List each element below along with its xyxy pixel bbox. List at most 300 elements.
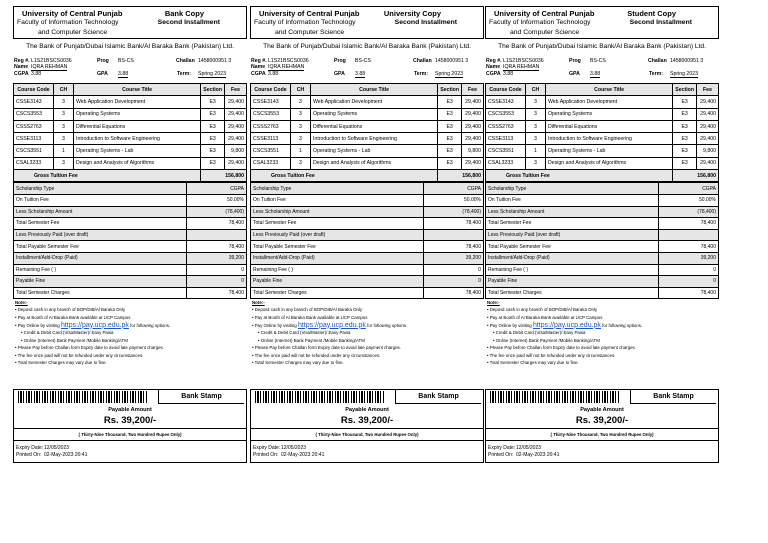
course-title: Design and Analysis of Algorithms xyxy=(546,157,673,169)
fee-row xyxy=(251,229,484,241)
course-row xyxy=(251,120,484,132)
fee-value: 78,400 xyxy=(187,287,247,299)
course-row xyxy=(251,133,484,145)
fee-row xyxy=(251,218,484,230)
course-fee: 29,400 xyxy=(697,133,719,145)
course-code: CSSE3113 xyxy=(486,133,526,145)
expiry-label: Expiry Date: xyxy=(488,445,516,452)
faculty-line-2: and Computer Science xyxy=(275,29,345,36)
course-ch: 3 xyxy=(291,133,311,145)
gross-tuition-value: 156,800 xyxy=(673,170,719,182)
fee-value xyxy=(424,229,484,241)
course-row xyxy=(486,157,719,169)
fee-row xyxy=(251,241,484,253)
course-title: Differential Equations xyxy=(74,120,201,132)
note-line: • The fee once paid will not be refunded under any circumstances. xyxy=(487,352,616,358)
bank-stamp-label: Bank Stamp xyxy=(158,390,244,404)
challan-label: Challan xyxy=(648,58,667,64)
course-code-header: Course Code xyxy=(14,84,54,96)
course-title-header: Course Title xyxy=(74,84,201,96)
amount-in-words: ( Thirty-Nine Thousand, Two Hundred Rupee Only) xyxy=(14,428,246,441)
notes-section xyxy=(485,299,719,389)
reg-value: L1S21BSCS0036 xyxy=(268,58,309,64)
cgpa-label: CGPA xyxy=(14,71,29,77)
fee-label: Payable Fine xyxy=(14,276,187,288)
fee-value: 0 xyxy=(187,264,247,276)
barcode xyxy=(18,391,148,403)
course-title: Operating Systems - Lab xyxy=(546,145,673,157)
course-row xyxy=(486,133,719,145)
course-fee: 29,400 xyxy=(225,120,247,132)
fee-value: CGPA xyxy=(187,183,247,195)
fee-row xyxy=(486,241,719,253)
course-title: Design and Analysis of Algorithms xyxy=(311,157,438,169)
course-code: CSSS2763 xyxy=(486,120,526,132)
fee-row xyxy=(251,194,484,206)
fee-row xyxy=(14,252,247,264)
course-title: Web Application Development xyxy=(74,96,201,108)
fee-row xyxy=(14,183,247,195)
fee-summary-table xyxy=(13,182,247,299)
course-ch: 3 xyxy=(54,133,74,145)
note-line: • Online (Internet) Bank Payment /Mobile Banking/ATM xyxy=(21,337,128,343)
fee-label: Installment/Add-Drop (Paid) xyxy=(14,252,187,264)
payment-link[interactable]: https://pay.ucp.edu.pk xyxy=(532,321,601,329)
fee-row xyxy=(14,241,247,253)
course-title: Differential Equations xyxy=(546,120,673,132)
course-title: Design and Analysis of Algorithms xyxy=(74,157,201,169)
fee-header: Fee xyxy=(225,84,247,96)
course-ch: 3 xyxy=(54,157,74,169)
course-fee: 29,400 xyxy=(225,133,247,145)
course-section: E3 xyxy=(673,120,697,132)
term-label: Term: xyxy=(177,71,192,77)
course-section: E3 xyxy=(201,108,225,120)
reg-value: L1S21BSCS0036 xyxy=(503,58,544,64)
copy-type: University Copy xyxy=(383,9,441,18)
course-ch: 3 xyxy=(526,108,546,120)
course-fee: 29,400 xyxy=(697,120,719,132)
payable-amount-value: Rs. 39,200/- xyxy=(575,415,629,427)
fee-label: Less Previously Paid (over draft) xyxy=(486,229,659,241)
course-row xyxy=(251,145,484,157)
expiry-label: Expiry Date: xyxy=(16,445,44,452)
bank-name: The Bank of Punjab/Dubai Islamic Bank/Al Baraka Bank (Pakistan) Ltd. xyxy=(263,43,471,50)
course-fee: 29,400 xyxy=(462,133,484,145)
fee-label: Total Payable Semester Fee xyxy=(486,241,659,253)
note-line: • Pay Online by visiting https://pay.ucp.edu.pk for following options. xyxy=(252,321,408,329)
course-code: CSSE3143 xyxy=(486,96,526,108)
challan-copy-0 xyxy=(13,6,247,538)
fee-label: Total Semester Charges xyxy=(486,287,659,299)
fee-row xyxy=(486,229,719,241)
course-fee: 29,400 xyxy=(697,108,719,120)
course-fee: 29,400 xyxy=(462,108,484,120)
faculty-line-2: and Computer Science xyxy=(38,29,108,36)
fee-value: 50.00% xyxy=(659,194,719,206)
note-line: • The fee once paid will not be refunded under any circumstances. xyxy=(15,352,144,358)
note-line: • Please Pay before Challan form Expiry date to avoid late payment charges. xyxy=(15,345,164,351)
prog-label: Prog xyxy=(97,58,109,64)
course-fee: 29,400 xyxy=(225,96,247,108)
fee-row xyxy=(251,276,484,288)
fee-row xyxy=(14,229,247,241)
course-section: E3 xyxy=(201,120,225,132)
fee-label: Remaining Fee ( ) xyxy=(486,264,659,276)
note-line: • Credit & Debit Card (Visa/Master)/ Easy Paisa xyxy=(21,330,114,336)
course-section: E3 xyxy=(438,108,462,120)
fee-summary-table xyxy=(250,182,484,299)
name-value: IQRA REHMAN xyxy=(268,64,305,70)
cgpa-value: 3.88 xyxy=(268,71,279,77)
course-code: CSSE3143 xyxy=(251,96,291,108)
notes-title: Note:- xyxy=(487,300,500,306)
payment-section xyxy=(485,389,719,463)
fee-row xyxy=(251,287,484,299)
gpa-label: GPA xyxy=(97,71,108,77)
payable-amount-value: Rs. 39,200/- xyxy=(103,415,157,427)
fee-label: Installment/Add-Drop (Paid) xyxy=(486,252,659,264)
course-title: Introduction to Software Engineering xyxy=(74,133,201,145)
course-title: Operating Systems - Lab xyxy=(311,145,438,157)
section-header: Section xyxy=(438,84,462,96)
note-line: • Deposit cash in any branch of BOP/DIB/Al Baraka Only xyxy=(252,307,363,313)
course-row xyxy=(486,120,719,132)
name-label: Name xyxy=(486,64,501,70)
course-fee: 29,400 xyxy=(462,157,484,169)
fee-row xyxy=(251,264,484,276)
fee-label: Less Scholarship Amount xyxy=(486,206,659,218)
section-header: Section xyxy=(673,84,697,96)
challan-header xyxy=(250,6,484,39)
gross-tuition-label: Gross Tuition Fee xyxy=(486,170,673,182)
course-title: Introduction to Software Engineering xyxy=(546,133,673,145)
course-code-header: Course Code xyxy=(251,84,291,96)
fee-row xyxy=(486,287,719,299)
term-value: Spring 2023 xyxy=(198,71,226,77)
course-title: Operating Systems xyxy=(546,108,673,120)
fee-label: Total Semester Fee xyxy=(251,218,424,230)
installment-label: Second Installment xyxy=(394,19,457,26)
fee-label: Less Scholarship Amount xyxy=(14,206,187,218)
course-section: E3 xyxy=(201,96,225,108)
course-ch: 1 xyxy=(54,145,74,157)
fee-value: 78,400 xyxy=(187,218,247,230)
barcode xyxy=(255,391,385,403)
course-code: CSCS3551 xyxy=(486,145,526,157)
fee-value: 78,400 xyxy=(424,287,484,299)
course-ch: 3 xyxy=(526,157,546,169)
course-title: Operating Systems - Lab xyxy=(74,145,201,157)
ch-header: CH xyxy=(526,84,546,96)
gpa-value: 3.88 xyxy=(118,71,129,77)
course-ch: 3 xyxy=(526,120,546,132)
challan-value: 1458000951 3 xyxy=(670,58,704,64)
bank-name: The Bank of Punjab/Dubai Islamic Bank/Al Baraka Bank (Pakistan) Ltd. xyxy=(498,43,706,50)
faculty-line-2: and Computer Science xyxy=(510,29,580,36)
fee-label: Payable Fine xyxy=(251,276,424,288)
course-row xyxy=(486,108,719,120)
course-section: E3 xyxy=(438,96,462,108)
fee-row xyxy=(14,276,247,288)
fee-value: CGPA xyxy=(424,183,484,195)
challan-header xyxy=(485,6,719,39)
notes-section xyxy=(13,299,247,389)
prog-value: BS-CS xyxy=(590,58,606,64)
fee-label: Total Semester Charges xyxy=(251,287,424,299)
fee-value: 0 xyxy=(659,264,719,276)
cgpa-label: CGPA xyxy=(251,71,266,77)
section-header: Section xyxy=(201,84,225,96)
fee-row xyxy=(486,252,719,264)
note-line: • Total Semester Charges may vary due to fine. xyxy=(15,360,107,366)
course-section: E3 xyxy=(201,157,225,169)
payable-amount-value: Rs. 39,200/- xyxy=(340,415,394,427)
bank-stamp-label: Bank Stamp xyxy=(395,390,481,404)
fee-row xyxy=(486,183,719,195)
course-code: CSSS2763 xyxy=(14,120,54,132)
course-section: E3 xyxy=(201,145,225,157)
gpa-value: 3.88 xyxy=(355,71,366,77)
course-ch: 3 xyxy=(291,96,311,108)
challan-value: 1458000951 3 xyxy=(198,58,232,64)
note-line: • Credit & Debit Card (Visa/Master)/ Easy Paisa xyxy=(258,330,351,336)
fee-summary-table xyxy=(485,182,719,299)
note-line: • Pay at Booth of Al Baraka Bank available at UCP Campus xyxy=(252,314,368,320)
fee-value: 78,400 xyxy=(659,218,719,230)
course-title-header: Course Title xyxy=(311,84,438,96)
note-line: • Please Pay before Challan form Expiry date to avoid late payment charges. xyxy=(252,345,401,351)
note-line: • Online (Internet) Bank Payment /Mobile Banking/ATM xyxy=(258,337,365,343)
payment-section xyxy=(13,389,247,463)
notes-title: Note:- xyxy=(252,300,265,306)
course-row xyxy=(251,157,484,169)
fee-value: 0 xyxy=(424,276,484,288)
barcode xyxy=(490,391,620,403)
fee-row xyxy=(14,264,247,276)
fee-label: Less Previously Paid (over draft) xyxy=(251,229,424,241)
prog-value: BS-CS xyxy=(118,58,134,64)
course-code: CSAL3233 xyxy=(486,157,526,169)
fee-row xyxy=(486,194,719,206)
name-value: IQRA REHMAN xyxy=(31,64,68,70)
fee-value: 78,400 xyxy=(187,241,247,253)
course-code: CSSS2763 xyxy=(251,120,291,132)
payable-amount-label: Payable Amount xyxy=(108,407,152,414)
fee-label: Total Semester Fee xyxy=(486,218,659,230)
fee-label: On Tuition Fee xyxy=(486,194,659,206)
bank-stamp-label: Bank Stamp xyxy=(630,390,716,404)
challan-value: 1458000951 3 xyxy=(435,58,469,64)
note-line: • Pay at Booth of Al Baraka Bank available at UCP Campus xyxy=(15,314,131,320)
name-label: Name xyxy=(251,64,266,70)
course-title-header: Course Title xyxy=(546,84,673,96)
gross-tuition-value: 156,800 xyxy=(201,170,247,182)
fee-value: 78,400 xyxy=(659,287,719,299)
course-row xyxy=(14,108,247,120)
course-section: E3 xyxy=(438,120,462,132)
course-ch: 3 xyxy=(526,133,546,145)
note-line: • Total Semester Charges may vary due to fine. xyxy=(252,360,344,366)
course-fee: 29,400 xyxy=(462,96,484,108)
gross-tuition-label: Gross Tuition Fee xyxy=(14,170,201,182)
fee-value: 78,400 xyxy=(424,241,484,253)
challan-copy-1 xyxy=(250,6,484,538)
copy-type: Student Copy xyxy=(627,9,676,18)
dates-block xyxy=(16,445,88,459)
course-ch: 1 xyxy=(526,145,546,157)
expiry-value: 12/05/2023 xyxy=(516,445,542,452)
course-code-header: Course Code xyxy=(486,84,526,96)
faculty-line-1: Faculty of Information Technology xyxy=(489,19,591,26)
printed-value: 02-May-2023 20:41 xyxy=(281,452,325,459)
fee-row xyxy=(251,206,484,218)
course-ch: 3 xyxy=(54,108,74,120)
note-line: • Please Pay before Challan form Expiry date to avoid late payment charges. xyxy=(487,345,636,351)
reg-value: L1S21BSCS0036 xyxy=(31,58,72,64)
course-section: E3 xyxy=(673,96,697,108)
fee-header: Fee xyxy=(697,84,719,96)
fee-label: Scholarship Type xyxy=(486,183,659,195)
amount-in-words: ( Thirty-Nine Thousand, Two Hundred Rupee Only) xyxy=(486,428,718,441)
course-section: E3 xyxy=(201,133,225,145)
expiry-value: 12/05/2023 xyxy=(44,445,70,452)
fee-value: 78,400 xyxy=(659,241,719,253)
reg-label: Reg #. xyxy=(486,58,502,64)
note-line: • Credit & Debit Card (Visa/Master)/ Easy Paisa xyxy=(493,330,586,336)
name-label: Name xyxy=(14,64,29,70)
fee-label: Total Semester Charges xyxy=(14,287,187,299)
course-code: CSAL3233 xyxy=(251,157,291,169)
fee-value: (78,400) xyxy=(659,206,719,218)
course-row xyxy=(486,96,719,108)
course-code: CSSE3143 xyxy=(14,96,54,108)
course-section: E3 xyxy=(673,133,697,145)
course-ch: 3 xyxy=(54,96,74,108)
fee-value xyxy=(187,229,247,241)
course-row xyxy=(14,96,247,108)
printed-value: 02-May-2023 20:41 xyxy=(44,452,88,459)
challan-label: Challan xyxy=(413,58,432,64)
course-section: E3 xyxy=(673,108,697,120)
fee-value: 39,200 xyxy=(659,252,719,264)
course-fee: 29,400 xyxy=(462,120,484,132)
faculty-line-1: Faculty of Information Technology xyxy=(254,19,356,26)
fee-value: (78,400) xyxy=(424,206,484,218)
cgpa-value: 3.88 xyxy=(503,71,514,77)
payment-link[interactable]: https://pay.ucp.edu.pk xyxy=(60,321,129,329)
gpa-label: GPA xyxy=(569,71,580,77)
student-info xyxy=(250,57,484,83)
course-code: CSCS3553 xyxy=(486,108,526,120)
bank-name: The Bank of Punjab/Dubai Islamic Bank/Al Baraka Bank (Pakistan) Ltd. xyxy=(26,43,234,50)
cgpa-label: CGPA xyxy=(486,71,501,77)
note-line: • Online (Internet) Bank Payment /Mobile Banking/ATM xyxy=(493,337,600,343)
course-fee: 9,800 xyxy=(462,145,484,157)
course-ch: 3 xyxy=(291,108,311,120)
expiry-label: Expiry Date: xyxy=(253,445,281,452)
prog-value: BS-CS xyxy=(355,58,371,64)
fee-row xyxy=(14,194,247,206)
printed-label: Printed On: xyxy=(488,452,514,459)
course-code: CSSE3113 xyxy=(14,133,54,145)
notes-title: Note:- xyxy=(15,300,28,306)
note-line: • Pay at Booth of Al Baraka Bank available at UCP Campus xyxy=(487,314,603,320)
prog-label: Prog xyxy=(334,58,346,64)
reg-label: Reg #. xyxy=(14,58,30,64)
fee-row xyxy=(486,206,719,218)
fee-value: 0 xyxy=(659,276,719,288)
fee-value: 50.00% xyxy=(187,194,247,206)
course-title: Differential Equations xyxy=(311,120,438,132)
course-fee: 29,400 xyxy=(225,108,247,120)
fee-value: 50.00% xyxy=(424,194,484,206)
university-name: University of Central Punjab xyxy=(259,9,360,18)
course-code: CSAL3233 xyxy=(14,157,54,169)
course-title: Operating Systems xyxy=(74,108,201,120)
fee-row xyxy=(14,287,247,299)
reg-label: Reg #. xyxy=(251,58,267,64)
fee-value: 39,200 xyxy=(424,252,484,264)
payment-section xyxy=(250,389,484,463)
expiry-value: 12/05/2023 xyxy=(281,445,307,452)
notes-section xyxy=(250,299,484,389)
student-info xyxy=(13,57,247,83)
note-line: • Deposit cash in any branch of BOP/DIB/Al Baraka Only xyxy=(487,307,598,313)
fee-value: 39,200 xyxy=(187,252,247,264)
course-section: E3 xyxy=(438,157,462,169)
course-row xyxy=(251,96,484,108)
fee-row xyxy=(14,206,247,218)
term-value: Spring 2023 xyxy=(435,71,463,77)
university-name: University of Central Punjab xyxy=(22,9,123,18)
fee-value: 78,400 xyxy=(424,218,484,230)
university-name: University of Central Punjab xyxy=(494,9,595,18)
fee-row xyxy=(486,218,719,230)
fee-value: (78,400) xyxy=(187,206,247,218)
fee-label: Remaining Fee ( ) xyxy=(251,264,424,276)
note-line: • Deposit cash in any branch of BOP/DIB/Al Baraka Only xyxy=(15,307,126,313)
course-fee: 29,400 xyxy=(225,157,247,169)
payment-link[interactable]: https://pay.ucp.edu.pk xyxy=(297,321,366,329)
printed-value: 02-May-2023 20:41 xyxy=(516,452,560,459)
course-fee: 29,400 xyxy=(697,157,719,169)
course-title: Operating Systems xyxy=(311,108,438,120)
ch-header: CH xyxy=(291,84,311,96)
gpa-value: 3.88 xyxy=(590,71,601,77)
fee-value: CGPA xyxy=(659,183,719,195)
term-label: Term: xyxy=(649,71,664,77)
gpa-label: GPA xyxy=(334,71,345,77)
courses-table xyxy=(485,83,719,182)
gross-tuition-value: 156,800 xyxy=(438,170,484,182)
installment-label: Second Installment xyxy=(157,19,220,26)
note-line: • The fee once paid will not be refunded under any circumstances. xyxy=(252,352,381,358)
course-row xyxy=(251,108,484,120)
prog-label: Prog xyxy=(569,58,581,64)
fee-row xyxy=(251,183,484,195)
installment-label: Second Installment xyxy=(629,19,692,26)
challan-label: Challan xyxy=(176,58,195,64)
course-ch: 3 xyxy=(291,157,311,169)
student-info xyxy=(485,57,719,83)
course-section: E3 xyxy=(673,145,697,157)
payable-amount-label: Payable Amount xyxy=(580,407,624,414)
course-code: CSSE3113 xyxy=(251,133,291,145)
courses-table xyxy=(250,83,484,182)
fee-label: Scholarship Type xyxy=(14,183,187,195)
fee-value xyxy=(659,229,719,241)
